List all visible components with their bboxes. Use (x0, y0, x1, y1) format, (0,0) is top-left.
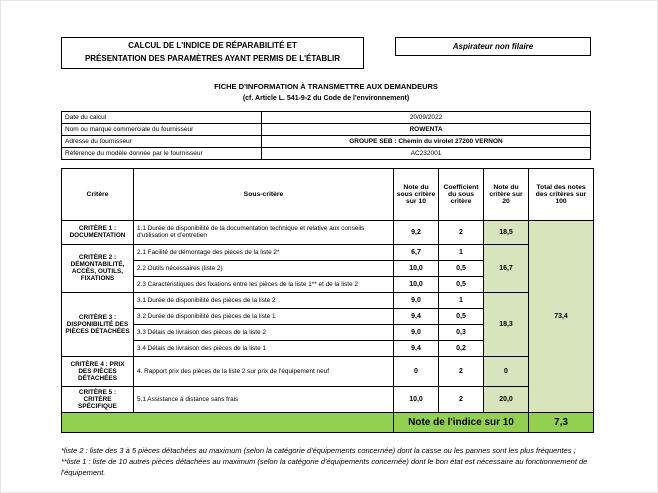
document-subtitle: FICHE D'INFORMATION À TRANSMETTRE AUX DEMANDEURS (214, 81, 438, 91)
criterion-2-name: CRITÈRE 2 : DÉMONTABILITÉ, ACCÈS, OUTILS, FIXATIONS (62, 244, 134, 292)
sub-3-1-coeff: 1 (439, 292, 484, 308)
sub-3-3-coeff: 0,3 (439, 324, 484, 340)
sub-4-note10: 0 (394, 356, 439, 386)
info-row-address (62, 135, 591, 147)
table-row (62, 220, 594, 244)
sub-2-3-label: 2.3 Caractéristiques des fixations entre les pièces de la liste 1** et de la liste 2 (134, 276, 394, 292)
final-score-label: Note de l'indice sur 10 (394, 412, 529, 432)
info-row-brand (62, 123, 591, 135)
final-score-value: 7,3 (529, 412, 594, 432)
sub-3-2-note10: 9,4 (394, 308, 439, 324)
footnotes (61, 446, 591, 480)
info-value-brand: ROWENTA (262, 123, 591, 135)
sub-3-2-label: 3.2 Durée de disponibilité des pièces de la liste 1 (134, 308, 394, 324)
sub-5-1-label: 5.1 Assistance à distance sans frais (134, 386, 394, 412)
sub-3-4-note10: 9,4 (394, 340, 439, 356)
sub-2-1-label: 2.1 Facilité de démontage des pièces de la liste 2* (134, 244, 394, 260)
sub-2-3-note10: 10,0 (394, 276, 439, 292)
sub-4-coeff: 2 (439, 356, 484, 386)
table-row (62, 386, 594, 412)
criterion-4-note20: 0 (484, 356, 529, 386)
criterion-4-name: CRITÈRE 4 : PRIX DES PIÈCES DÉTACHÉES (62, 356, 134, 386)
footnote-liste-2: *liste 2 : liste des 3 à 5 pièces détachées au maximum (selon la catégorie d'équipements concernée) dont la casse ou les pannes sont les plus fréquentes ; (61, 445, 576, 455)
info-value-model-ref: AC232001 (262, 147, 591, 159)
title-line-1: CALCUL DE L'INDICE DE RÉPARABILITÉ ET (128, 41, 297, 50)
final-score-row (62, 412, 594, 432)
table-row (62, 292, 594, 308)
document-page (1, 1, 657, 479)
table-row (62, 356, 594, 386)
sub-1-1-note10: 9,2 (394, 220, 439, 244)
info-value-date: 20/09/2022 (262, 111, 591, 123)
sub-5-1-note10: 10,0 (394, 386, 439, 412)
criterion-3-name: CRITÈRE 3 : DISPONIBILITÉ DES PIÈCES DÉTACHÉES (62, 292, 134, 356)
sub-2-3-coeff: 0,5 (439, 276, 484, 292)
sub-5-1-coeff: 2 (439, 386, 484, 412)
sub-2-1-note10: 6,7 (394, 244, 439, 260)
criteria-table-header-row (62, 168, 594, 220)
sub-2-2-coeff: 0,5 (439, 260, 484, 276)
sub-2-2-note10: 10,0 (394, 260, 439, 276)
sub-3-1-note10: 9,0 (394, 292, 439, 308)
title-box (61, 37, 364, 69)
document-header (61, 37, 591, 69)
product-category: Aspirateur non filaire (452, 42, 534, 51)
total-score-100: 73,4 (529, 220, 594, 412)
footnote-liste-1: **liste 1 : liste de 10 autres pièces détachées au maximum (selon la catégorie d'équipements concernée) dont le bon état est nécessaire au fonctionnement de l'équipement. (61, 457, 588, 478)
criterion-1-name: CRITÈRE 1 : DOCUMENTATION (62, 220, 134, 244)
product-category-box (395, 37, 591, 56)
info-label-brand: Nom ou marque commerciale du fournisseur (62, 123, 262, 135)
header-coefficient: Coefficient du sous critère (439, 168, 484, 220)
info-row-model-ref (62, 147, 591, 159)
sub-3-3-note10: 9,0 (394, 324, 439, 340)
criterion-1-note20: 18,5 (484, 220, 529, 244)
info-row-date (62, 111, 591, 123)
criteria-table (61, 168, 594, 433)
header-critere: Critère (62, 168, 134, 220)
criterion-5-name: CRITÈRE 5 : CRITÈRE SPÉCIFIQUE (62, 386, 134, 412)
info-label-address: Adresse du fournisseur (62, 135, 262, 147)
sub-1-1-coeff: 2 (439, 220, 484, 244)
info-label-model-ref: Référence du modèle donnée par le fournisseur (62, 147, 262, 159)
criterion-5-note20: 20,0 (484, 386, 529, 412)
sub-3-4-label: 3.4 Délais de livraison des pièces de la liste 1 (134, 340, 394, 356)
sub-2-2-label: 2.2 Outils nécessaires (liste 2) (134, 260, 394, 276)
header-total-sur-100: Total des notes des critères sur 100 (529, 168, 594, 220)
sub-4-label: 4. Rapport prix des pièces de la liste 2 sur prix de l'équipement neuf (134, 356, 394, 386)
sub-3-4-coeff: 0,2 (439, 340, 484, 356)
header-note-sur-10: Note du sous critère sur 10 (394, 168, 439, 220)
supplier-info-table (61, 111, 591, 160)
info-value-address: GROUPE SEB : Chemin du virolet 27200 VERNON (262, 135, 591, 147)
criterion-3-note20: 18,3 (484, 292, 529, 356)
document-legal-reference: (cf. Article L. 541-9-2 du Code de l'environnement) (242, 94, 410, 102)
title-line-2: PRÉSENTATION DES PARAMÈTRES AYANT PERMIS DE L'ÉTABLIR (84, 53, 341, 63)
sub-3-1-label: 3.1 Durée de disponibilité des pièces de la liste 2 (134, 292, 394, 308)
sub-2-1-coeff: 1 (439, 244, 484, 260)
table-row (62, 244, 594, 260)
sub-3-3-label: 3.3 Délais de livraison des pièces de la liste 2 (134, 324, 394, 340)
info-label-date: Date du calcul (62, 111, 262, 123)
final-score-spacer (62, 412, 394, 432)
header-note-sur-20: Note du critère sur 20 (484, 168, 529, 220)
criterion-2-note20: 16,7 (484, 244, 529, 292)
sub-3-2-coeff: 0,5 (439, 308, 484, 324)
header-sous-critere: Sous-critère (134, 168, 394, 220)
sub-1-1-label: 1.1 Durée de disponibilité de la documentation technique et relative aux conseils d'utilisation et d'entretien (134, 220, 394, 244)
